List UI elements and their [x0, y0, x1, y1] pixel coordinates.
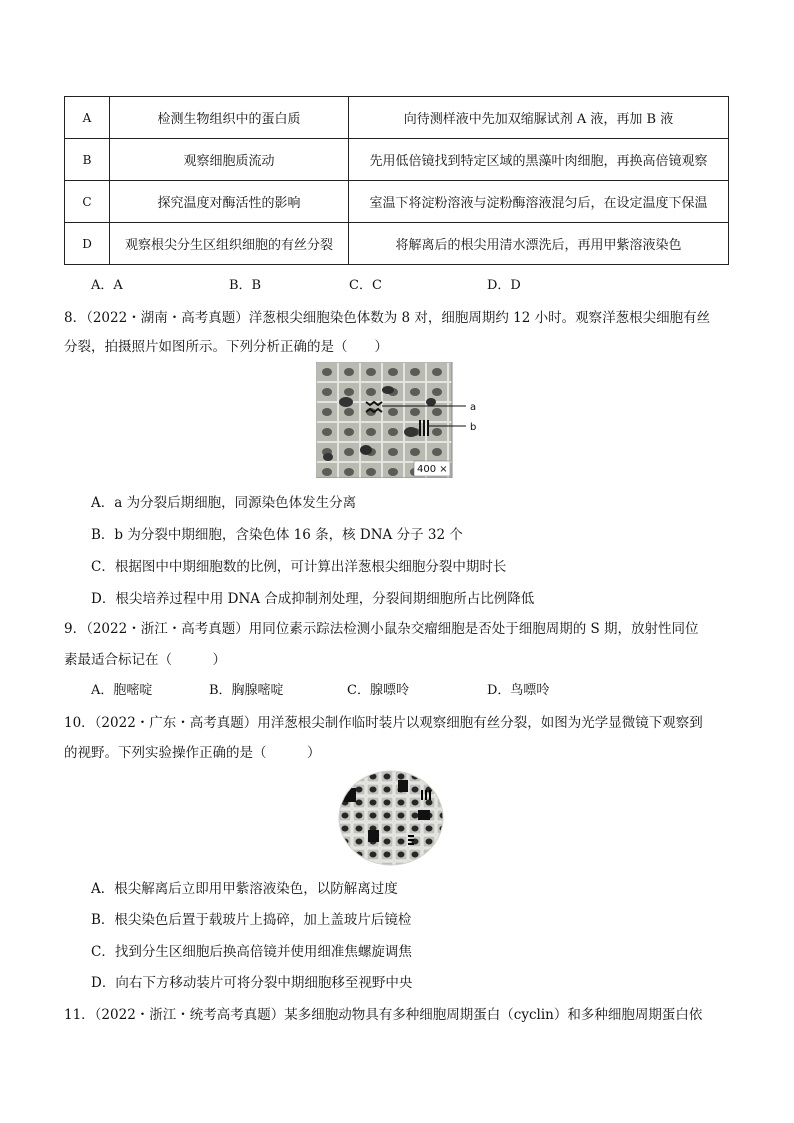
table-row: [65, 181, 729, 223]
q8-option-b[interactable]: B．b 为分裂中期细胞，含染色体 16 条，核 DNA 分子 32 个: [91, 527, 463, 543]
option-c[interactable]: C．腺嘌呤: [347, 683, 409, 698]
q8-stem-line2: 分裂，拍摄照片如图所示。下列分析正确的是（ ）: [64, 339, 388, 355]
option-b[interactable]: B．胸腺嘧啶: [209, 683, 284, 698]
experiment-table: [64, 96, 729, 265]
row-operation: 室温下将淀粉溶液与淀粉酶溶液混匀后，在设定温度下保温: [349, 181, 729, 223]
option-d[interactable]: D．D: [487, 278, 521, 293]
q9-stem-line1: 9．（2022・浙江・高考真题）用同位素示踪法检测小鼠杂交瘤细胞是否处于细胞周期的 S 期，放射性同位: [64, 621, 699, 637]
table-row: [65, 223, 729, 265]
row-key: D: [65, 223, 110, 265]
q8-stem-line1: 8．（2022・湖南・高考真题）洋葱根尖细胞染色体数为 8 对，细胞周期约 12 小时。观察洋葱根尖细胞有丝: [64, 310, 711, 326]
row-purpose: 检测生物组织中的蛋白质: [110, 97, 349, 139]
q9-options: [91, 679, 731, 697]
row-key: B: [65, 139, 110, 181]
option-a[interactable]: A．胞嘧啶: [91, 683, 153, 698]
option-c[interactable]: C．C: [349, 278, 382, 293]
q10-option-a[interactable]: A．根尖解离后立即用甲紫溶液染色，以防解离过度: [91, 881, 398, 897]
microscope-field-of-view: [338, 770, 444, 866]
table-row: [65, 139, 729, 181]
q10-stem-line1: 10．（2022・广东・高考真题）用洋葱根尖制作临时装片以观察细胞有丝分裂，如图为光学显微镜下观察到: [64, 715, 703, 731]
row-operation: 将解离后的根尖用清水漂洗后，再用甲紫溶液染色: [349, 223, 729, 265]
q11-stem-line1: 11．（2022・浙江・统考高考真题）某多细胞动物具有多种细胞周期蛋白（cyclin）和多种细胞周期蛋白依: [64, 1007, 703, 1023]
q10-option-b[interactable]: B．根尖染色后置于载玻片上捣碎，加上盖玻片后镜检: [91, 912, 412, 928]
row-operation: 向待测样液中先加双缩脲试剂 A 液，再加 B 液: [349, 97, 729, 139]
magnification-label: 400 ×: [417, 464, 448, 475]
row-key: C: [65, 181, 110, 223]
row-purpose: 观察根尖分生区组织细胞的有丝分裂: [110, 223, 349, 265]
label-a: a: [470, 402, 477, 413]
row-purpose: 探究温度对酶活性的影响: [110, 181, 349, 223]
q8-option-c[interactable]: C．根据图中中期细胞数的比例，可计算出洋葱根尖细胞分裂中期时长: [91, 559, 507, 575]
q10-stem-line2: 的视野。下列实验操作正确的是（ ）: [64, 745, 321, 761]
option-d[interactable]: D．鸟嘌呤: [487, 683, 550, 698]
row-purpose: 观察细胞质流动: [110, 139, 349, 181]
table-row: [65, 97, 729, 139]
label-b: b: [470, 422, 477, 433]
onion-root-tip-micrograph: [316, 362, 486, 478]
q10-option-d[interactable]: D．向右下方移动装片可将分裂中期细胞移至视野中央: [91, 975, 413, 991]
option-b[interactable]: B．B: [229, 278, 262, 293]
row-operation: 先用低倍镜找到特定区域的黑藻叶肉细胞，再换高倍镜观察: [349, 139, 729, 181]
q10-option-c[interactable]: C．找到分生区细胞后换高倍镜并使用细准焦螺旋调焦: [91, 944, 412, 960]
row-key: A: [65, 97, 110, 139]
q8-option-d[interactable]: D．根尖培养过程中用 DNA 合成抑制剂处理，分裂间期细胞所占比例降低: [91, 591, 535, 607]
option-a[interactable]: A．A: [91, 278, 123, 293]
q8-option-a[interactable]: A．a 为分裂后期细胞，同源染色体发生分离: [91, 495, 357, 511]
q9-stem-line2: 素最适合标记在（ ）: [64, 652, 226, 668]
q7-options: [91, 274, 731, 292]
